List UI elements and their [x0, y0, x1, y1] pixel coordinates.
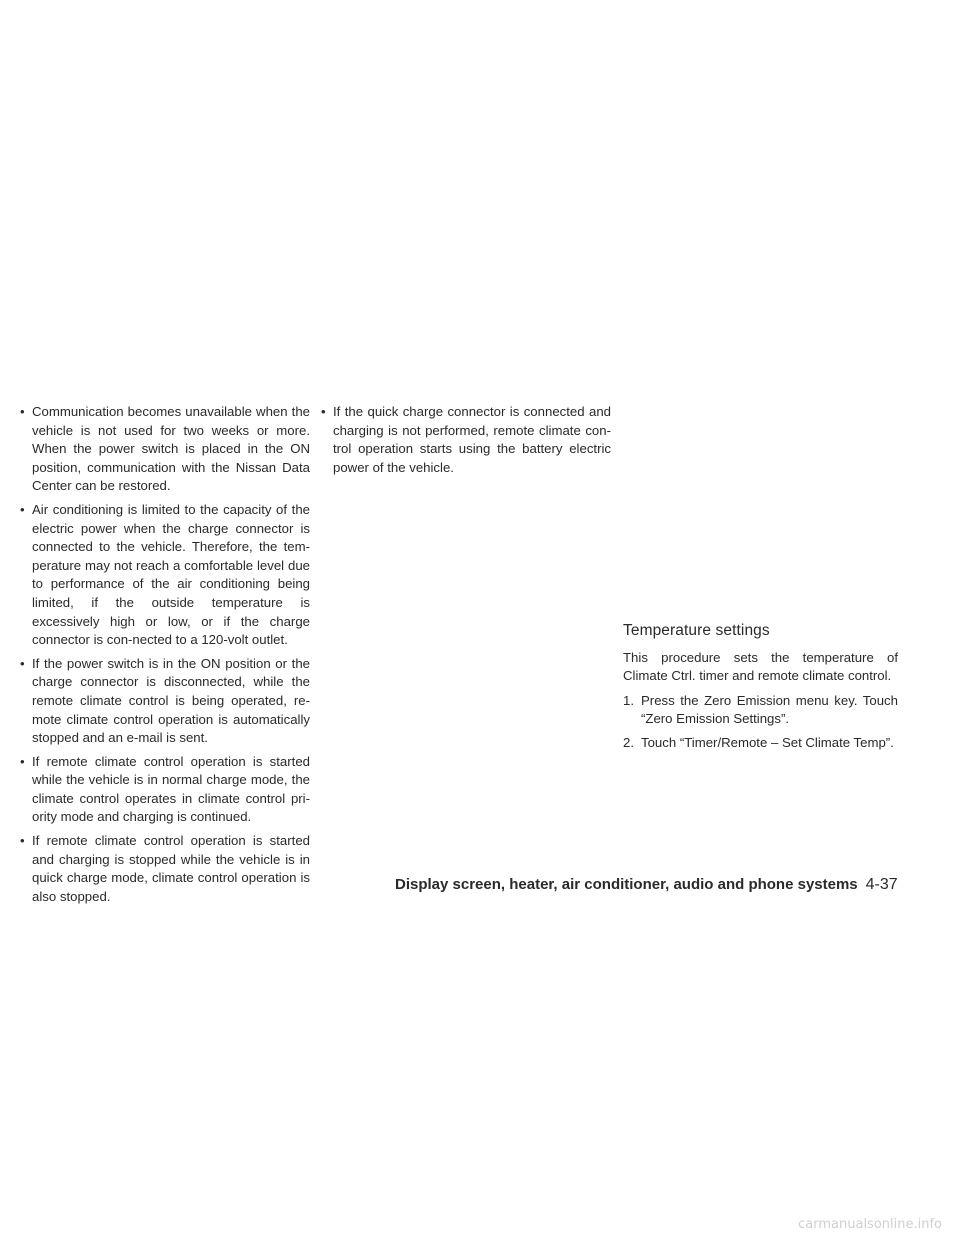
bullet-text: If remote climate control operation is started while the vehicle is in normal charge mode, the climate control operates in climate control pri-ority mode and charging is continued.: [32, 753, 310, 825]
list-item: [321, 403, 611, 477]
bullet-list: [321, 403, 611, 477]
left-column: [20, 403, 310, 911]
bullet-text: If the quick charge connector is connected and charging is not performed, remote climate con-trol operation starts using the battery electric power of the vehicle.: [333, 404, 611, 475]
steps-list: [623, 692, 898, 753]
bullet-text: If the power switch is in the ON position or the charge connector is disconnected, while the remote climate control is being operated, re-mote climate control operation is automatically stopped and an e-mail is sent.: [32, 655, 310, 746]
watermark: carmanualsonline.info: [798, 1217, 942, 1232]
page-footer: [395, 876, 897, 894]
bullet-list: [20, 403, 310, 906]
bullet-icon: •: [321, 404, 326, 419]
footer-chapter-title: Display screen, heater, air conditioner, audio and phone systems: [395, 876, 858, 893]
bullet-text: Air conditioning is limited to the capacity of the electric power when the charge connector is connected to the vehicle. Therefore, the tem-perature may not reach a comfortable level due to performance of the air conditioning being limited, if the outside temperature is excessively high or low, or if the charge connector is con-nected to a 120-volt outlet.: [32, 501, 310, 648]
step-number: 1.: [623, 692, 634, 708]
list-item: [20, 501, 310, 650]
step-number: 2.: [623, 734, 634, 750]
page-number: 4-37: [865, 876, 898, 893]
bullet-icon: •: [20, 655, 25, 671]
step-item: [623, 734, 898, 753]
list-item: [20, 753, 310, 827]
step-item: [623, 692, 898, 729]
right-column: [623, 622, 898, 758]
step-text: Touch “Timer/Remote – Set Climate Temp”.: [641, 734, 894, 750]
section-intro: This procedure sets the temperature of Climate Ctrl. timer and remote climate control.: [623, 649, 898, 684]
list-item: [20, 655, 310, 748]
bullet-text: Communication becomes unavailable when the vehicle is not used for two weeks or more. When the power switch is placed in the ON position, communication with the Nissan Data Center can be restored.: [32, 404, 310, 494]
bullet-text: If remote climate control operation is started and charging is stopped while the vehicle is in quick charge mode, climate control operation is also stopped.: [32, 833, 310, 904]
middle-column: [321, 403, 611, 482]
step-text: Press the Zero Emission menu key. Touch “Zero Emission Settings”.: [641, 692, 898, 727]
bullet-icon: •: [20, 753, 25, 769]
bullet-icon: •: [20, 501, 25, 517]
list-item: [20, 403, 310, 496]
bullet-icon: •: [20, 833, 25, 849]
bullet-icon: •: [20, 404, 25, 419]
list-item: [20, 832, 310, 906]
section-heading: Temperature settings: [623, 622, 770, 639]
